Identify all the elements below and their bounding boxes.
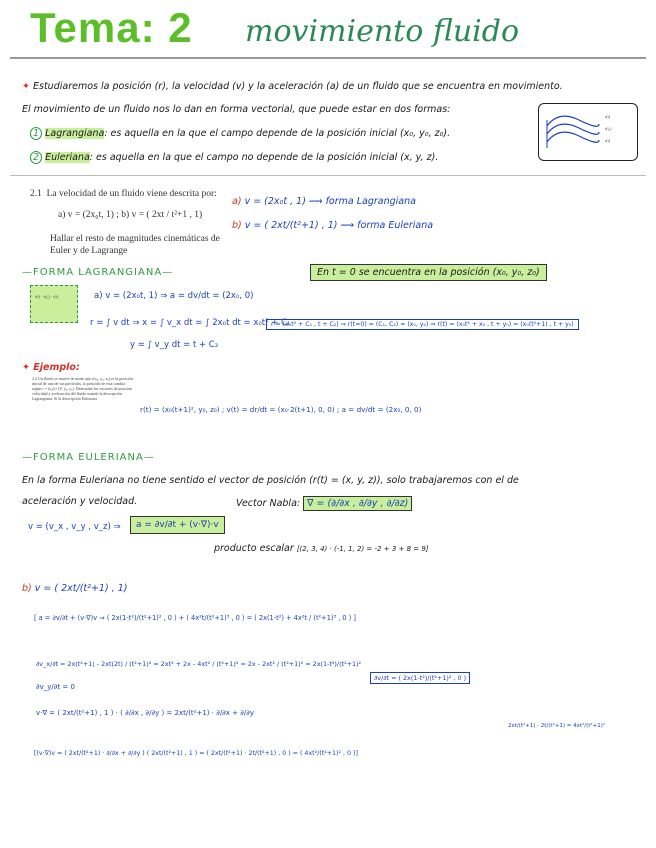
partb-convective: [(v·∇)v = ( 2xt/(t²+1) · ∂/∂x + ∂/∂y ) ( 2xt/(t²+1) , 1 ) = ( 2xt/(t²+1) · 2t/(t²+1) , 0 ) = ( 4xt²/(t²+1)² , 0 )]: [34, 750, 358, 757]
partb-side-note: 2xt/(t²+1) · 2t/(t²+1) = 4xt²/(t²+1)²: [508, 723, 606, 729]
euler-v-def: v = (v_x , v_y , v_z) ⇒: [28, 522, 121, 532]
intro-item-euleriana: 2 Euleriana: es aquella en la que el campo no depende de la posición inicial (x, y, z).: [30, 152, 438, 163]
ejemplo-title: ✦ Ejemplo:: [22, 362, 80, 373]
flow-lines-icon: [539, 104, 637, 160]
partb-header: b) v = ( 2xt/(t²+1) , 1): [22, 583, 128, 594]
intro-item-lagrangiana: 1 Lagrangiana: es aquella en la que el campo depende de la posición inicial (x₀, y₀, z₀).: [30, 128, 450, 139]
exercise-ask-2: Euler y de Lagrange: [50, 246, 128, 256]
page-title: Tema: 2: [30, 4, 193, 51]
euler-title: —FORMA EULERIANA—: [22, 452, 155, 463]
euler-text-2: aceleración y velocidad.: [22, 496, 138, 507]
title-divider: [10, 57, 646, 59]
euler-a-def: a = ∂v/∂t + (v·∇)·v: [130, 516, 225, 534]
nabla-definition: Vector Nabla: ∇ = (∂/∂x , ∂/∂y , ∂/∂z): [236, 498, 412, 509]
exercise-b-line: b) v = ( 2xt/(t²+1) , 1) ⟿ forma Euleriana: [232, 220, 434, 231]
exercise-ask-1: Hallar el resto de magnitudes cinemáticas de: [50, 234, 220, 244]
intro-line-1: ✦ Estudiaremos la posición (r), la velocidad (v) y la aceleración (a) de un fluido que se encuentra en movimiento.: [22, 81, 563, 92]
section-divider: [10, 175, 646, 176]
bullet-icon: ✦: [22, 362, 30, 373]
ejemplo-statement: 2.2 Un fluido se mueve de modo que r(x₀, y₀, z₀) es la posición inicial de una de sus partículas, la posición de esta cambia según r = (x₀(t+1)², y₀, z₀). Determine los vectores de posición velocidad y aceleración del fluido usando la descripción Lagrangiana. Si la descripción Euleriana: [32, 376, 133, 401]
page-subtitle: movimiento fluido: [245, 14, 520, 49]
diagram-label-3: r(t): [605, 138, 611, 143]
partb-dvy-dt: ∂v_y/∂t = 0: [36, 683, 75, 691]
exercise-equation: a) v = (2x₀t, 1) ; b) v = ( 2xt / t²+1 , 1): [58, 210, 203, 220]
lagrange-diagram-box: r(t) · r(t₀) · r(t): [30, 285, 78, 323]
flow-diagram: [538, 103, 638, 161]
ejemplo-equations: r(t) = (x₀(t+1)², y₀, z₀) ; v(t) = dr/dt = (x₀·2(t+1), 0, 0) ; a = dv/dt = (2x₀, 0, 0): [140, 405, 422, 414]
lagrange-a-eq: a) v = (2x₀t, 1) ⇒ a = dv/dt = (2x₀, 0): [94, 291, 254, 301]
partb-dv-dt-box: ∂v/∂t = ( 2x(1-t²)/(t²+1)² , 0 ): [370, 672, 470, 684]
lagrange-r-result: r = (x₀t² + C₁ , t + C₂) ⇒ r(t=0) = (C₁, C₂) = (x₀, y₀) ⇒ r(t) = (x₀t² + x₀ , t + y₀) = (x₀(t²+1) , t + y₀): [266, 319, 579, 330]
intro-line-2: El movimiento de un fluido nos lo dan en forma vectorial, que puede estar en dos formas:: [22, 104, 451, 115]
exercise-a-line: a) v = (2x₀t , 1) ⟿ forma Lagrangiana: [232, 196, 416, 207]
lagrange-r-line-2: y = ∫ v_y dt = t + C₂: [130, 340, 219, 350]
lagrange-title: —FORMA LAGRANGIANA—: [22, 267, 174, 278]
euler-text-1: En la forma Euleriana no tiene sentido el vector de posición (r(t) = (x, y, z)), solo trabajaremos con el de: [22, 475, 519, 486]
diagram-label-1: r(t): [605, 114, 611, 119]
partb-accel: [ a = ∂v/∂t + (v·∇)v ⇒ ( 2x(1-t²)/(t²+1)² , 0 ) + ( 4x²t/(t²+1)³ , 0 ) = ( 2x(1-t²) + 4x²t / (t²+1)³ , 0 ) ]: [34, 614, 356, 622]
lagrange-r-line-1: r = ∫ v dt ⇒ x = ∫ v_x dt = ∫ 2x₀t dt = x₀t² + C₁: [90, 318, 291, 328]
diagram-label-2: r(t₀): [605, 126, 612, 131]
bullet-icon: ✦: [22, 81, 30, 92]
exercise-statement: 2.1 La velocidad de un fluido viene descrita por:: [30, 189, 217, 199]
partb-dvx-dt: ∂v_x/∂t = 2x(t²+1) - 2xt(2t) / (t²+1)² = 2xt² + 2x - 4xt² / (t²+1)² = 2x - 2xt² / (t²+1)² = 2x(1-t²)/(t²+1)²: [36, 660, 362, 668]
dot-product-note: producto escalar [(2, 3, 4) · (-1, 1, 2) = -2 + 3 + 8 = 9]: [214, 543, 429, 554]
partb-v-nabla: v·∇ = ( 2xt/(t²+1) , 1 ) · ( ∂/∂x , ∂/∂y ) = 2xt/(t²+1) · ∂/∂x + ∂/∂y: [36, 709, 254, 717]
lagrange-condition: En t = 0 se encuentra en la posición (x₀, y₀, z₀): [310, 264, 547, 281]
